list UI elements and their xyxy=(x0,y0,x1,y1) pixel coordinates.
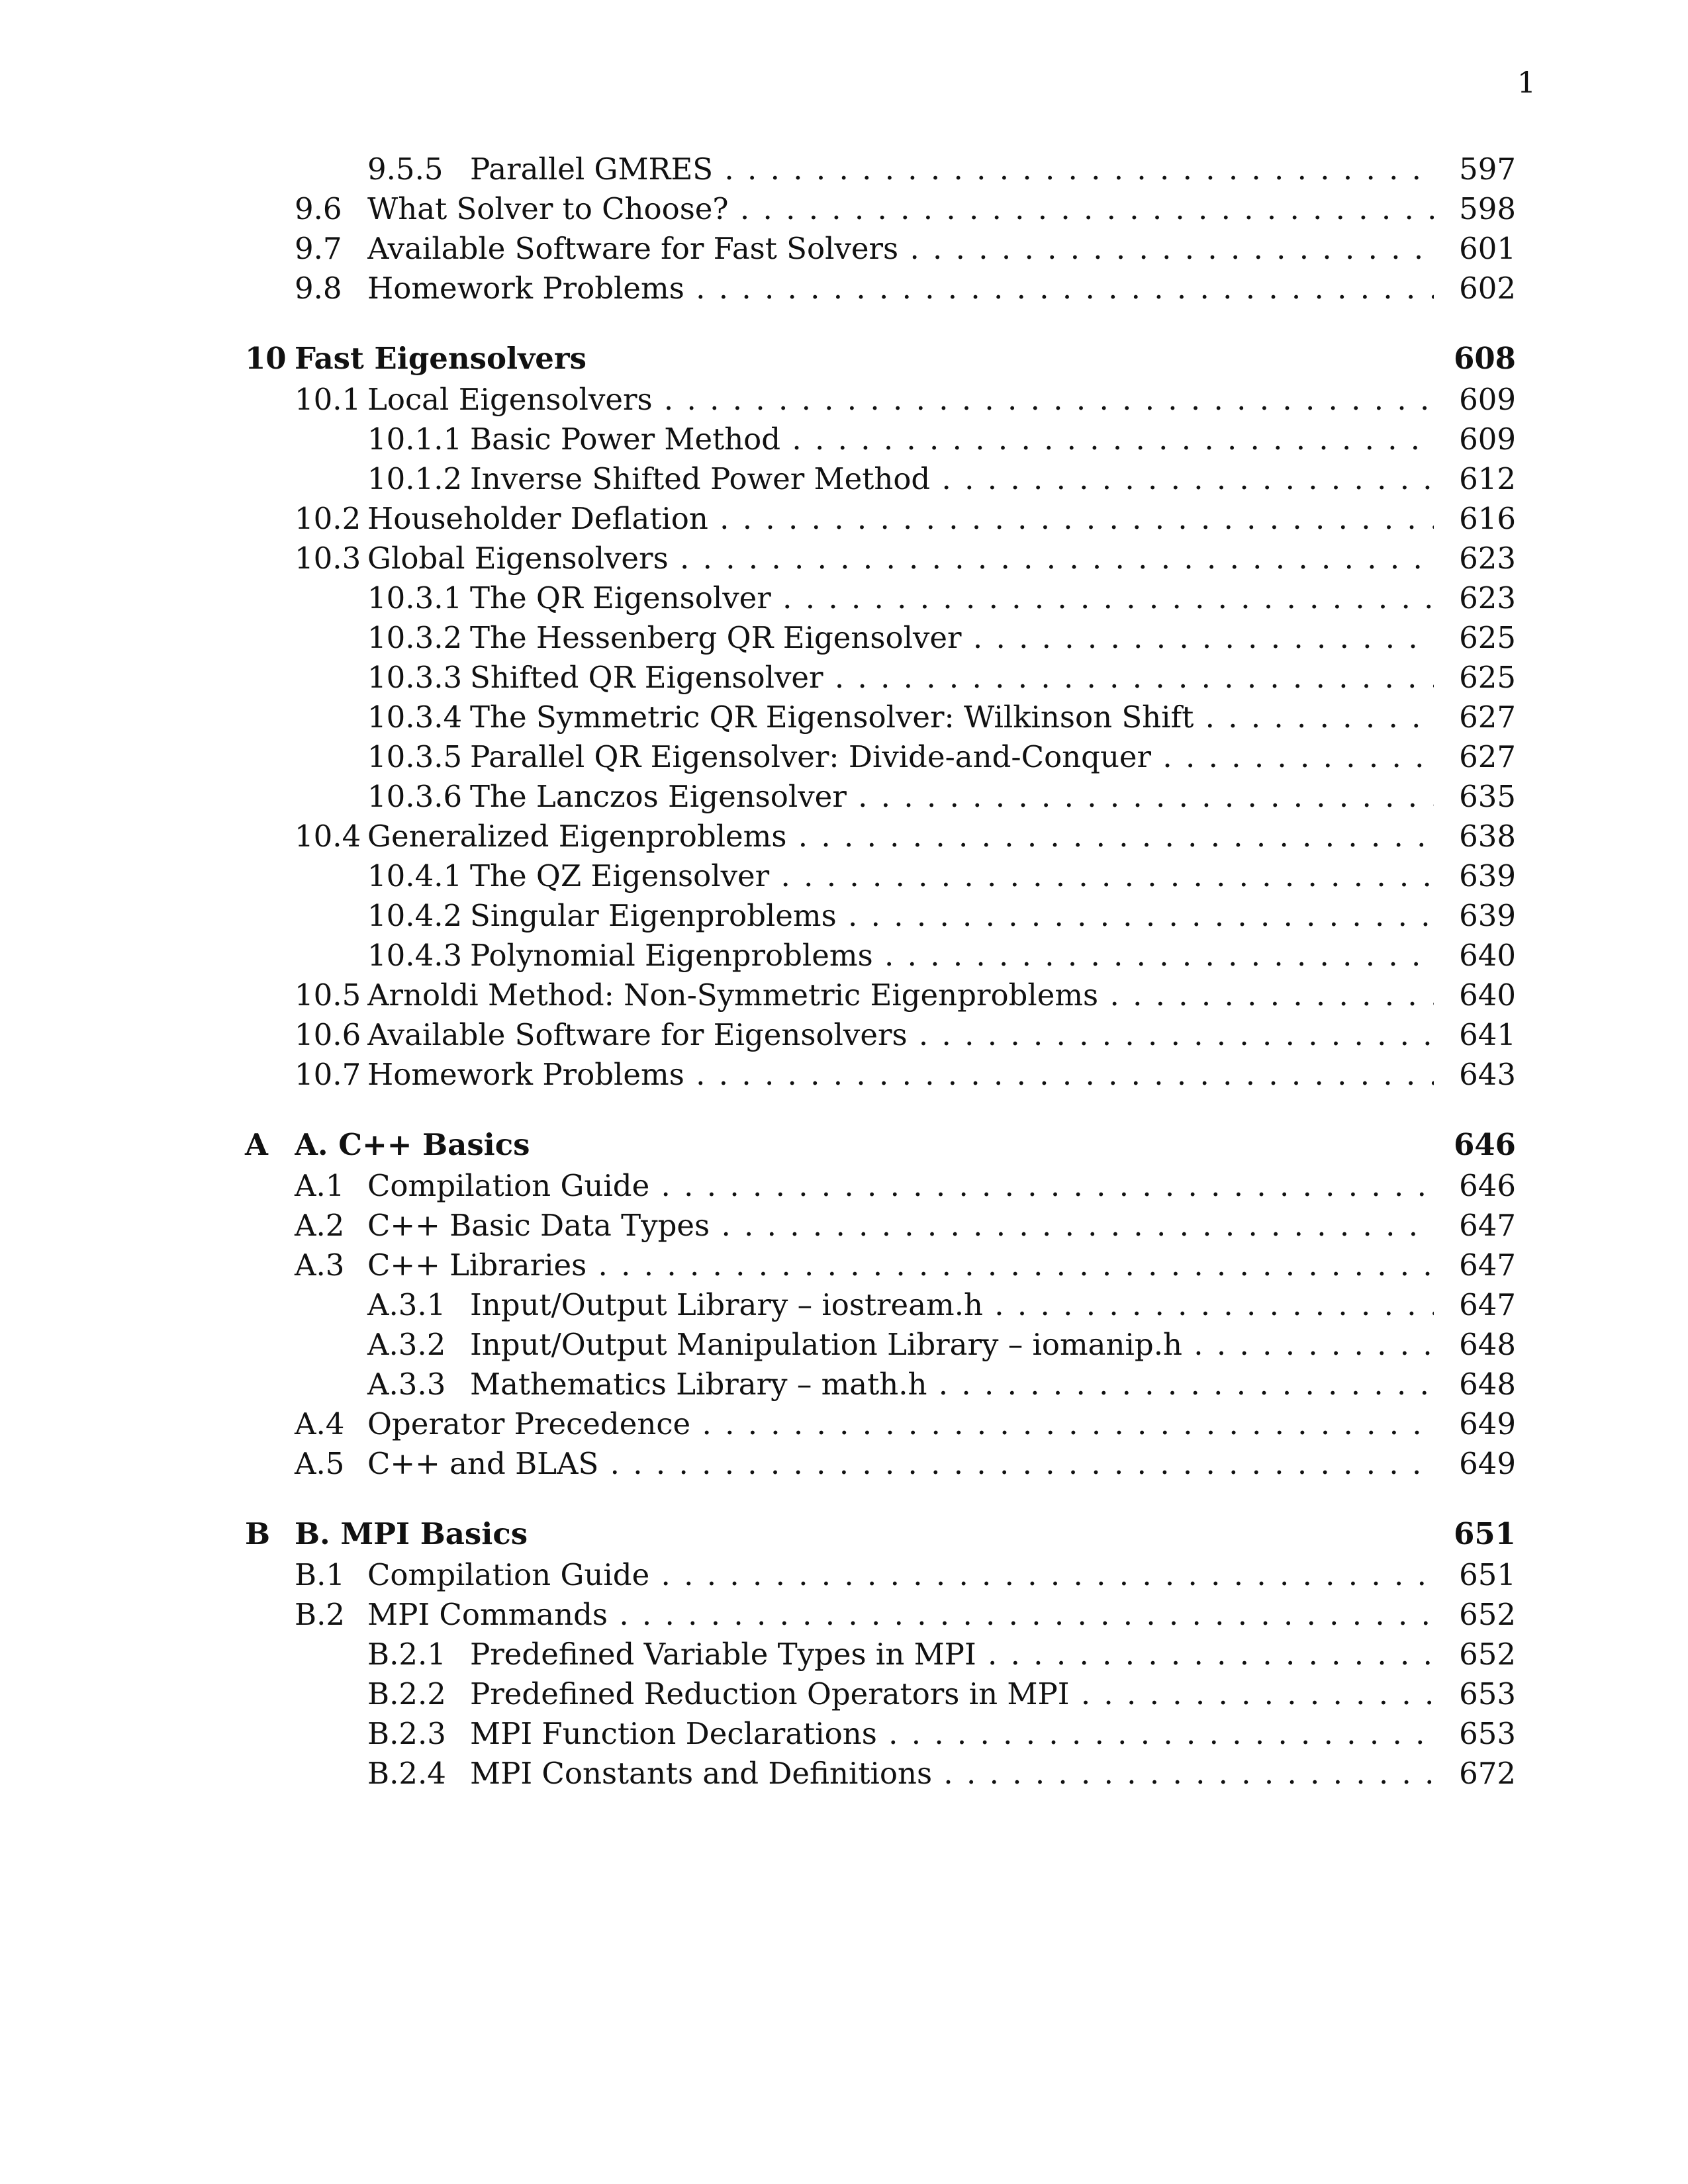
toc-entry-page: 646 xyxy=(1434,1125,1516,1165)
toc-entry-number: 10.2 xyxy=(295,501,361,536)
toc-entry-title: Homework Problems . . . xyxy=(367,269,1443,308)
toc-subsection-entry[interactable] xyxy=(245,578,1516,618)
toc-subsection-entry[interactable] xyxy=(245,1325,1516,1365)
toc-entry-page: 652 xyxy=(1434,1595,1516,1635)
toc-entry-page: 638 xyxy=(1434,817,1516,856)
toc-section-entry[interactable] xyxy=(245,189,1516,229)
toc-entry-number: A xyxy=(245,1127,268,1162)
toc-entry-page: 609 xyxy=(1434,380,1516,420)
toc-entry-page: 641 xyxy=(1434,1015,1516,1055)
toc-entry-number: 10.4.3 xyxy=(367,938,463,973)
toc-section-entry[interactable] xyxy=(245,499,1516,539)
toc-entry-title: Polynomial Eigenproblems . . . xyxy=(470,936,1443,976)
toc-entry-number: A.3 xyxy=(295,1248,345,1283)
toc-entry-title: The Hessenberg QR Eigensolver . . . xyxy=(470,618,1443,658)
toc-entry-number: 10.7 xyxy=(295,1057,361,1092)
toc-entry-number: 10.4 xyxy=(295,819,361,854)
toc-entry-title: Singular Eigenproblems . . . xyxy=(470,896,1443,936)
toc-entry-number: 10.1.2 xyxy=(367,461,463,496)
toc-entry-title: B. MPI Basics xyxy=(295,1516,528,1551)
toc-section-entry[interactable] xyxy=(245,1404,1516,1444)
toc-entry-number: B.2 xyxy=(295,1597,346,1632)
toc-entry-page: 651 xyxy=(1434,1514,1516,1554)
toc-subsection-entry[interactable] xyxy=(245,1754,1516,1794)
toc-entry-page: 653 xyxy=(1434,1674,1516,1714)
toc-section-entry[interactable] xyxy=(245,1555,1516,1595)
toc-subsection-entry[interactable] xyxy=(245,698,1516,737)
toc-entry-page: 653 xyxy=(1434,1714,1516,1754)
toc-entry-page: 635 xyxy=(1434,777,1516,817)
toc-entry-page: 648 xyxy=(1434,1325,1516,1365)
toc-entry-title: The QR Eigensolver . . . xyxy=(470,578,1443,618)
toc-entry-title: Parallel QR Eigensolver: Divide-and-Conquer . . . xyxy=(470,737,1443,777)
toc-entry-page: 639 xyxy=(1434,856,1516,896)
toc-entry-page: 646 xyxy=(1434,1166,1516,1206)
toc-entry-number: B.2.1 xyxy=(367,1637,446,1672)
toc-section-entry[interactable] xyxy=(245,229,1516,269)
toc-entry-number: 10.4.1 xyxy=(367,858,463,893)
toc-section-entry[interactable] xyxy=(245,1246,1516,1285)
toc-entry-title: Basic Power Method . . . xyxy=(470,420,1443,459)
toc-entry-title: Inverse Shifted Power Method . . . xyxy=(470,459,1443,499)
toc-subsection-entry[interactable] xyxy=(245,777,1516,817)
toc-subsection-entry[interactable] xyxy=(245,856,1516,896)
toc-entry-page: 612 xyxy=(1434,459,1516,499)
toc-entry-number: 9.7 xyxy=(295,231,342,266)
toc-entry-number: B.2.3 xyxy=(367,1716,446,1751)
toc-entry-page: 672 xyxy=(1434,1754,1516,1794)
toc-entry-title: C++ and BLAS . . . xyxy=(367,1444,1443,1484)
toc-entry-number: 10.3.2 xyxy=(367,620,463,655)
toc-entry-page: 623 xyxy=(1434,578,1516,618)
toc-chapter-entry[interactable] xyxy=(245,1125,1516,1166)
toc-entry-number: 10.6 xyxy=(295,1017,361,1052)
toc-section-entry[interactable] xyxy=(245,1166,1516,1206)
toc-entry-page: 627 xyxy=(1434,698,1516,737)
toc-entry-number: 10.4.2 xyxy=(367,898,463,933)
toc-entry-page: 640 xyxy=(1434,976,1516,1015)
toc-entry-page: 649 xyxy=(1434,1444,1516,1484)
toc-entry-title: Available Software for Fast Solvers . . . xyxy=(367,229,1443,269)
toc-entry-title: The QZ Eigensolver . . . xyxy=(470,856,1443,896)
toc-entry-page: 647 xyxy=(1434,1246,1516,1285)
toc-entry-title: Input/Output Manipulation Library – iomanip.h . . . xyxy=(470,1325,1443,1365)
toc-chapter-entry[interactable] xyxy=(245,339,1516,380)
toc-entry-page: 602 xyxy=(1434,269,1516,308)
toc-entry-title: Fast Eigensolvers xyxy=(295,341,586,376)
toc-entry-page: 647 xyxy=(1434,1206,1516,1246)
table-of-contents xyxy=(245,150,1516,1794)
toc-entry-number: B xyxy=(245,1516,271,1551)
page-number: 1 xyxy=(1517,66,1536,100)
toc-entry-page: 647 xyxy=(1434,1285,1516,1325)
toc-entry-number: A.2 xyxy=(295,1208,345,1243)
toc-section-entry[interactable] xyxy=(245,1206,1516,1246)
toc-entry-title: Global Eigensolvers . . . xyxy=(367,539,1443,578)
toc-entry-number: 10.3.3 xyxy=(367,660,463,695)
toc-entry-title: The Symmetric QR Eigensolver: Wilkinson Shift . . . xyxy=(470,698,1443,737)
toc-entry-page: 623 xyxy=(1434,539,1516,578)
toc-entry-title: Householder Deflation . . . xyxy=(367,499,1443,539)
toc-entry-number: 9.5.5 xyxy=(367,152,444,187)
toc-entry-number: 9.6 xyxy=(295,191,342,226)
toc-entry-page: 649 xyxy=(1434,1404,1516,1444)
toc-entry-number: A.5 xyxy=(295,1446,345,1481)
toc-entry-title: Generalized Eigenproblems . . . xyxy=(367,817,1443,856)
toc-entry-number: 10.1.1 xyxy=(367,422,463,457)
toc-entry-title: Operator Precedence . . . xyxy=(367,1404,1443,1444)
toc-subsection-entry[interactable] xyxy=(245,1674,1516,1714)
toc-entry-number: 10.3 xyxy=(295,541,361,576)
toc-subsection-entry[interactable] xyxy=(245,658,1516,698)
toc-entry-title: Shifted QR Eigensolver . . . xyxy=(470,658,1443,698)
toc-entry-number: 10.3.4 xyxy=(367,700,463,735)
toc-entry-page: 625 xyxy=(1434,658,1516,698)
toc-chapter-entry[interactable] xyxy=(245,1514,1516,1555)
toc-entry-page: 640 xyxy=(1434,936,1516,976)
toc-entry-title: Local Eigensolvers . . . xyxy=(367,380,1443,420)
toc-entry-number: A.4 xyxy=(295,1406,345,1441)
toc-subsection-entry[interactable] xyxy=(245,1365,1516,1404)
toc-section-entry[interactable] xyxy=(245,1595,1516,1635)
toc-entry-number: 10.3.1 xyxy=(367,580,463,615)
toc-entry-page: 625 xyxy=(1434,618,1516,658)
toc-entry-title: MPI Commands . . . xyxy=(367,1595,1443,1635)
toc-entry-title: Homework Problems . . . xyxy=(367,1055,1443,1095)
toc-section-entry[interactable] xyxy=(245,976,1516,1015)
toc-subsection-entry[interactable] xyxy=(245,1635,1516,1674)
toc-entry-page: 609 xyxy=(1434,420,1516,459)
toc-entry-title: Arnoldi Method: Non-Symmetric Eigenproblems . . . xyxy=(367,976,1443,1015)
toc-entry-number: 10.3.5 xyxy=(367,739,463,774)
toc-entry-title: Parallel GMRES . . . xyxy=(470,150,1443,189)
toc-entry-number: A.1 xyxy=(295,1168,345,1203)
toc-section-entry[interactable] xyxy=(245,1444,1516,1484)
toc-entry-number: B.1 xyxy=(295,1557,346,1592)
toc-entry-page: 598 xyxy=(1434,189,1516,229)
toc-entry-number: A.3.2 xyxy=(367,1327,446,1362)
toc-entry-title: MPI Constants and Definitions . . . xyxy=(470,1754,1443,1794)
toc-section-entry[interactable] xyxy=(245,817,1516,856)
toc-entry-page: 627 xyxy=(1434,737,1516,777)
toc-entry-page: 648 xyxy=(1434,1365,1516,1404)
toc-subsection-entry[interactable] xyxy=(245,459,1516,499)
toc-entry-number: 10 xyxy=(245,341,287,376)
toc-entry-title: C++ Libraries . . . xyxy=(367,1246,1443,1285)
toc-section-entry[interactable] xyxy=(245,269,1516,308)
toc-entry-number: B.2.2 xyxy=(367,1676,446,1711)
toc-entry-number: 9.8 xyxy=(295,271,342,306)
toc-entry-title: What Solver to Choose? . . . xyxy=(367,189,1443,229)
toc-entry-number: 10.3.6 xyxy=(367,779,463,814)
toc-entry-title: Compilation Guide . . . xyxy=(367,1166,1443,1206)
toc-entry-page: 643 xyxy=(1434,1055,1516,1095)
toc-entry-page: 608 xyxy=(1434,339,1516,379)
toc-entry-title: Compilation Guide . . . xyxy=(367,1555,1443,1595)
toc-entry-title: The Lanczos Eigensolver . . . xyxy=(470,777,1443,817)
toc-subsection-entry[interactable] xyxy=(245,896,1516,936)
toc-section-entry[interactable] xyxy=(245,539,1516,578)
toc-entry-title: Predefined Variable Types in MPI . . . xyxy=(470,1635,1443,1674)
toc-entry-number: 10.1 xyxy=(295,382,361,417)
toc-subsection-entry[interactable] xyxy=(245,1285,1516,1325)
toc-entry-number: 10.5 xyxy=(295,978,361,1013)
toc-entry-title: Mathematics Library – math.h . . . xyxy=(470,1365,1443,1404)
toc-subsection-entry[interactable] xyxy=(245,737,1516,777)
toc-subsection-entry[interactable] xyxy=(245,618,1516,658)
toc-section-entry[interactable] xyxy=(245,380,1516,420)
toc-entry-page: 616 xyxy=(1434,499,1516,539)
toc-entry-page: 651 xyxy=(1434,1555,1516,1595)
toc-entry-page: 652 xyxy=(1434,1635,1516,1674)
toc-entry-page: 601 xyxy=(1434,229,1516,269)
toc-entry-page: 639 xyxy=(1434,896,1516,936)
toc-entry-title: Predefined Reduction Operators in MPI . . . xyxy=(470,1674,1443,1714)
toc-subsection-entry[interactable] xyxy=(245,150,1516,189)
toc-subsection-entry[interactable] xyxy=(245,1714,1516,1754)
toc-section-entry[interactable] xyxy=(245,1015,1516,1055)
toc-subsection-entry[interactable] xyxy=(245,420,1516,459)
toc-entry-number: A.3.3 xyxy=(367,1367,446,1402)
toc-entry-number: A.3.1 xyxy=(367,1287,446,1322)
toc-entry-page: 597 xyxy=(1434,150,1516,189)
toc-entry-title: Available Software for Eigensolvers . . . xyxy=(367,1015,1443,1055)
toc-subsection-entry[interactable] xyxy=(245,936,1516,976)
toc-entry-number: B.2.4 xyxy=(367,1756,446,1791)
toc-entry-title: Input/Output Library – iostream.h . . . xyxy=(470,1285,1443,1325)
toc-entry-title: A. C++ Basics xyxy=(295,1127,530,1162)
toc-section-entry[interactable] xyxy=(245,1055,1516,1095)
toc-entry-title: C++ Basic Data Types . . . xyxy=(367,1206,1443,1246)
toc-entry-title: MPI Function Declarations . . . xyxy=(470,1714,1443,1754)
